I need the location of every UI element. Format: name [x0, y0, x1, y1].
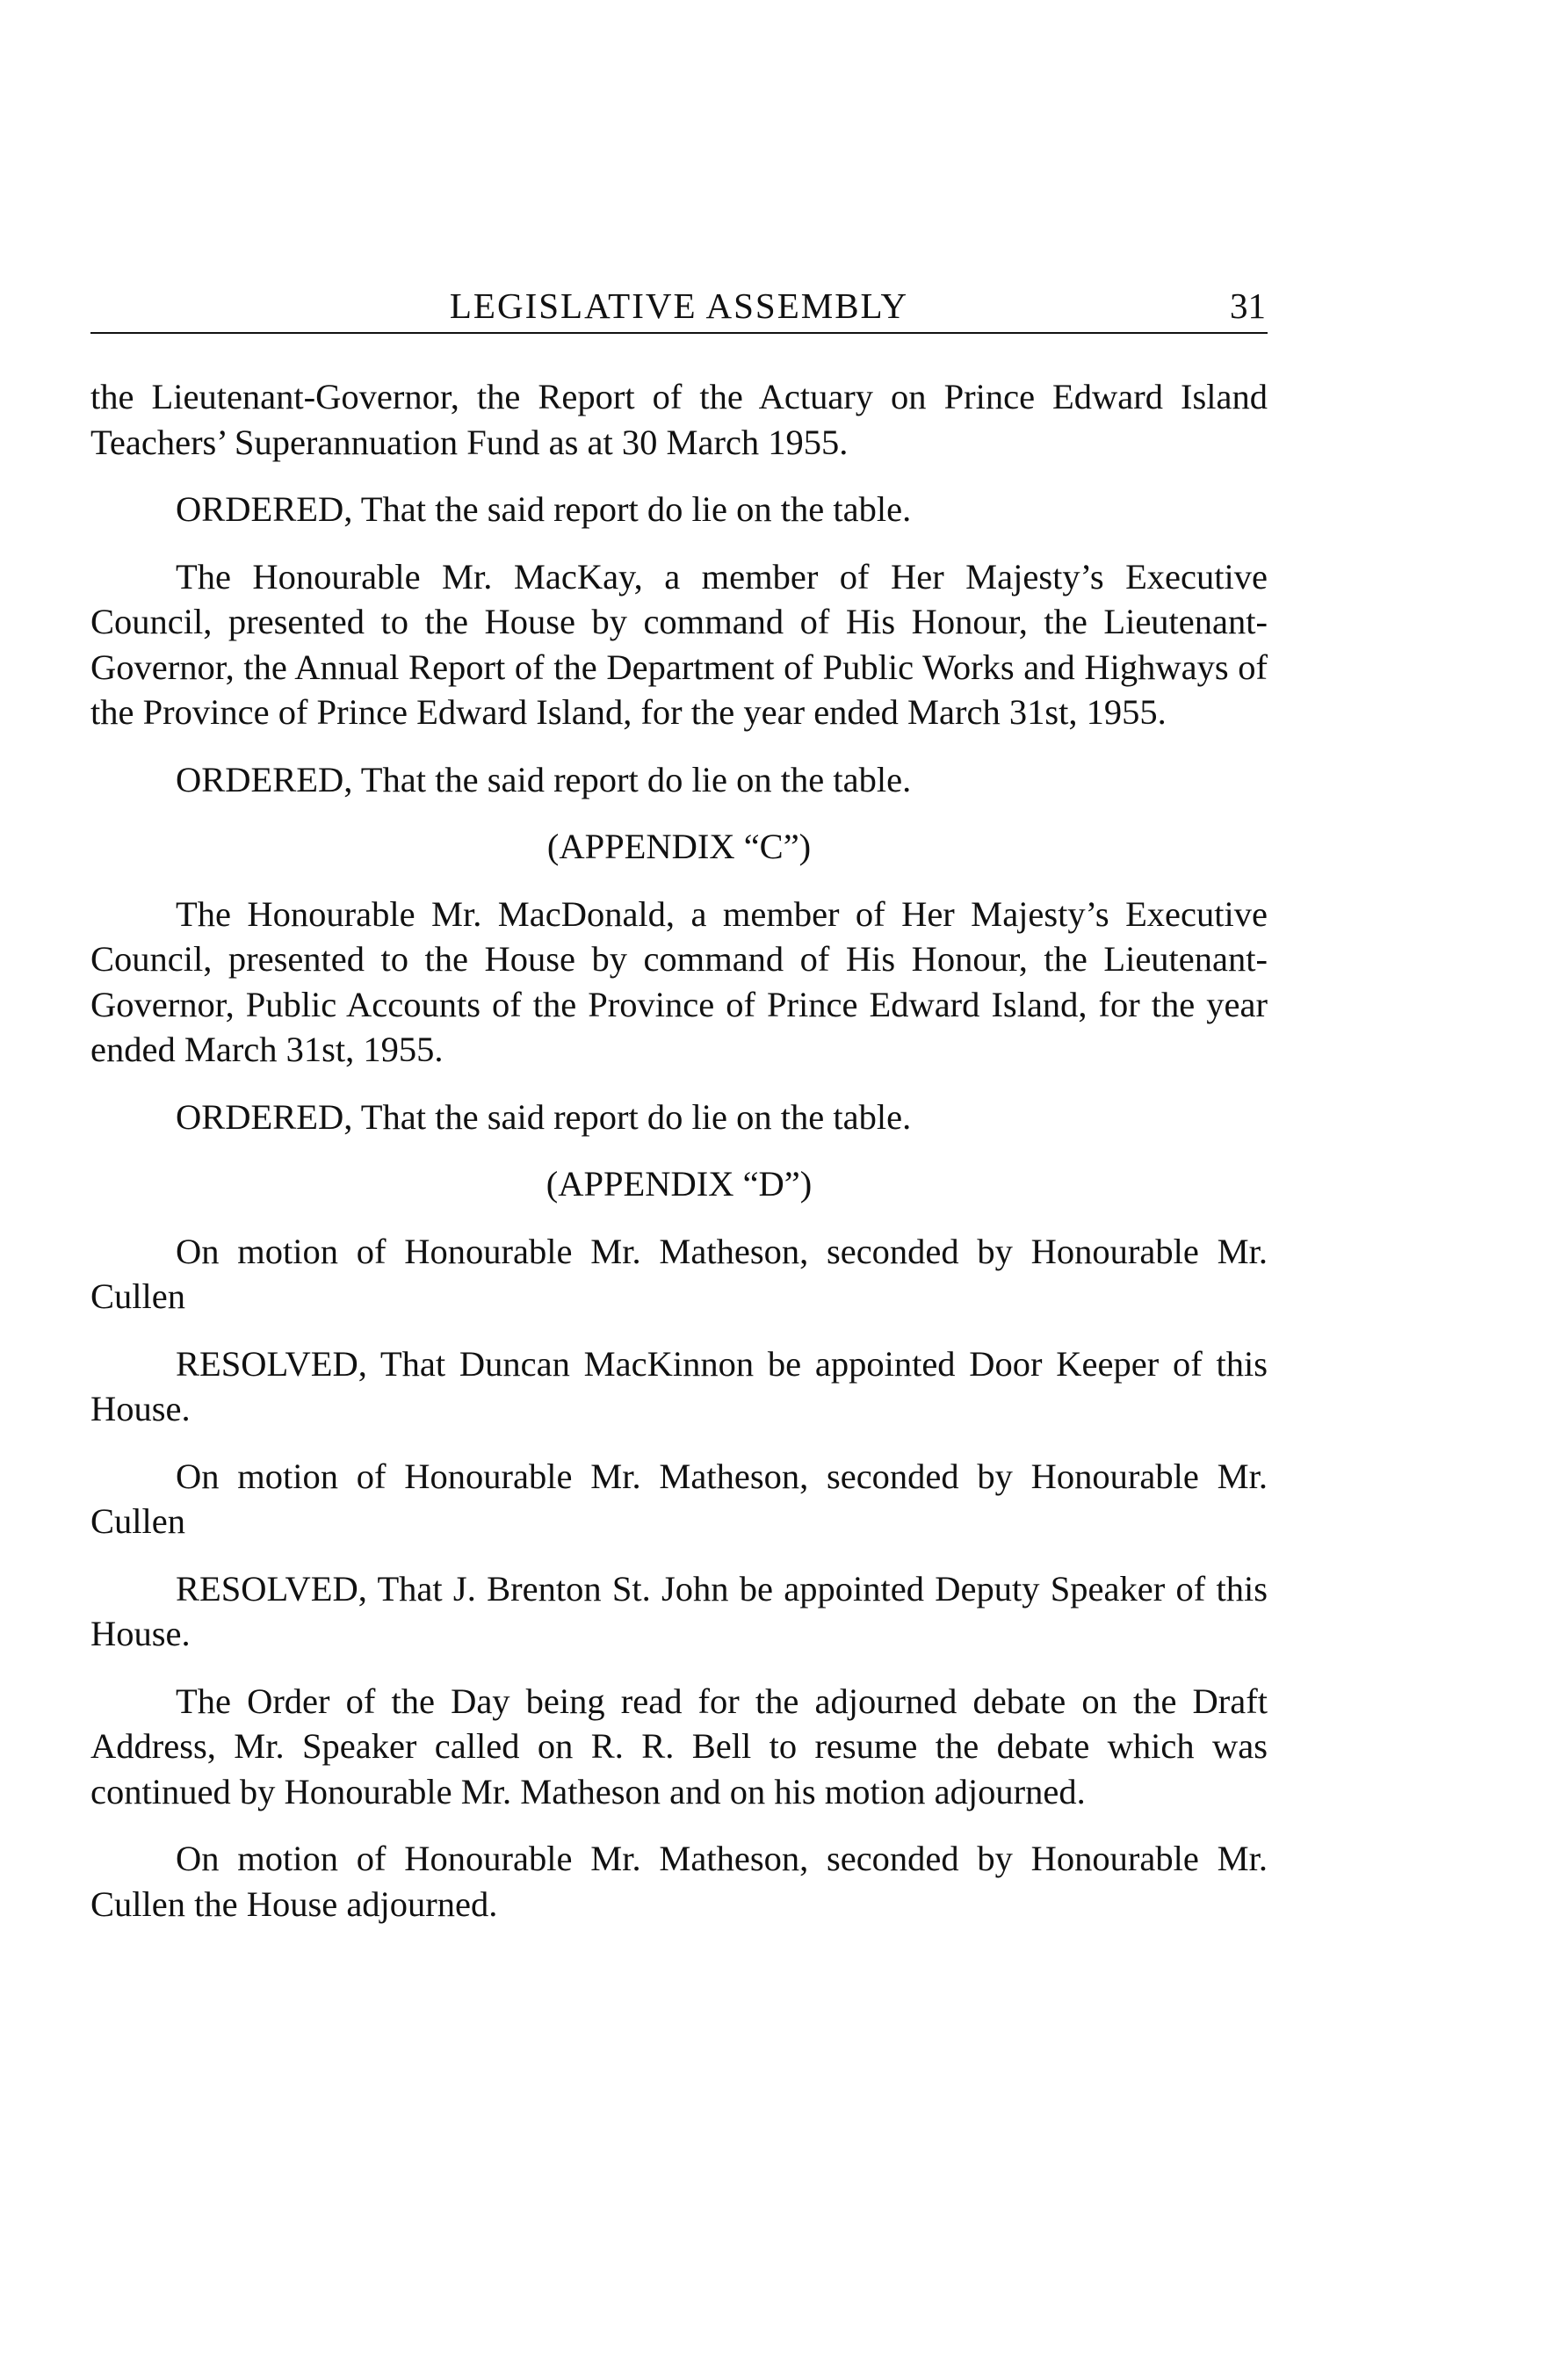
paragraph-order-of-day: The Order of the Day being read for the adjourned debate on the Draft Address, Mr. Speaker called on R. R. Bell to resume the debate which was continued by Honourable Mr. Matheson and on his motion adjourned. — [90, 1681, 1268, 1811]
paragraph-motion: On motion of Honourable Mr. Matheson, seconded by Honourable Mr. Cullen — [90, 1231, 1268, 1316]
appendix-heading: (APPENDIX “C”) — [546, 827, 812, 866]
paragraph-macdonald-report: The Honourable Mr. MacDonald, a member of Her Majesty’s Executive Council, presented to the House by command of His Honour, the Lieutenant-Governor, Public Accounts of the Province of Prince Edward Island, for the year ended March 31st, 1955. — [90, 893, 1268, 1069]
paragraph-ordered: ORDERED, That the said report do lie on the table. — [176, 489, 912, 529]
running-header — [90, 279, 1268, 334]
appendix-heading: (APPENDIX “D”) — [546, 1164, 813, 1204]
page-number: 31 — [1230, 286, 1266, 326]
paragraph-adjournment: On motion of Honourable Mr. Matheson, seconded by Honourable Mr. Cullen the House adjourned. — [90, 1839, 1268, 1924]
paragraph-mackay-report: The Honourable Mr. MacKay, a member of Her Majesty’s Executive Council, presented to the House by command of His Honour, the Lieutenant-Governor, the Annual Report of the Department of Public Works and Highways of the Province of Prince Edward Island, for the year ended March 31st, 1955. — [90, 556, 1268, 732]
running-header-title: LEGISLATIVE ASSEMBLY — [449, 286, 909, 326]
paragraph-resolved: RESOLVED, That Duncan MacKinnon be appointed Door Keeper of this House. — [90, 1343, 1268, 1428]
paragraph-resolved: RESOLVED, That J. Brenton St. John be appointed Deputy Speaker of this House. — [90, 1568, 1268, 1653]
paragraph-continuation: the Lieutenant-Governor, the Report of the Actuary on Prince Edward Island Teachers’ Superannuation Fund as at 30 March 1955. — [90, 377, 1268, 462]
document-body — [90, 374, 1268, 1948]
paragraph-ordered: ORDERED, That the said report do lie on the table. — [176, 1096, 912, 1137]
paragraph-ordered: ORDERED, That the said report do lie on the table. — [176, 759, 912, 799]
paragraph-motion: On motion of Honourable Mr. Matheson, seconded by Honourable Mr. Cullen — [90, 1456, 1268, 1541]
